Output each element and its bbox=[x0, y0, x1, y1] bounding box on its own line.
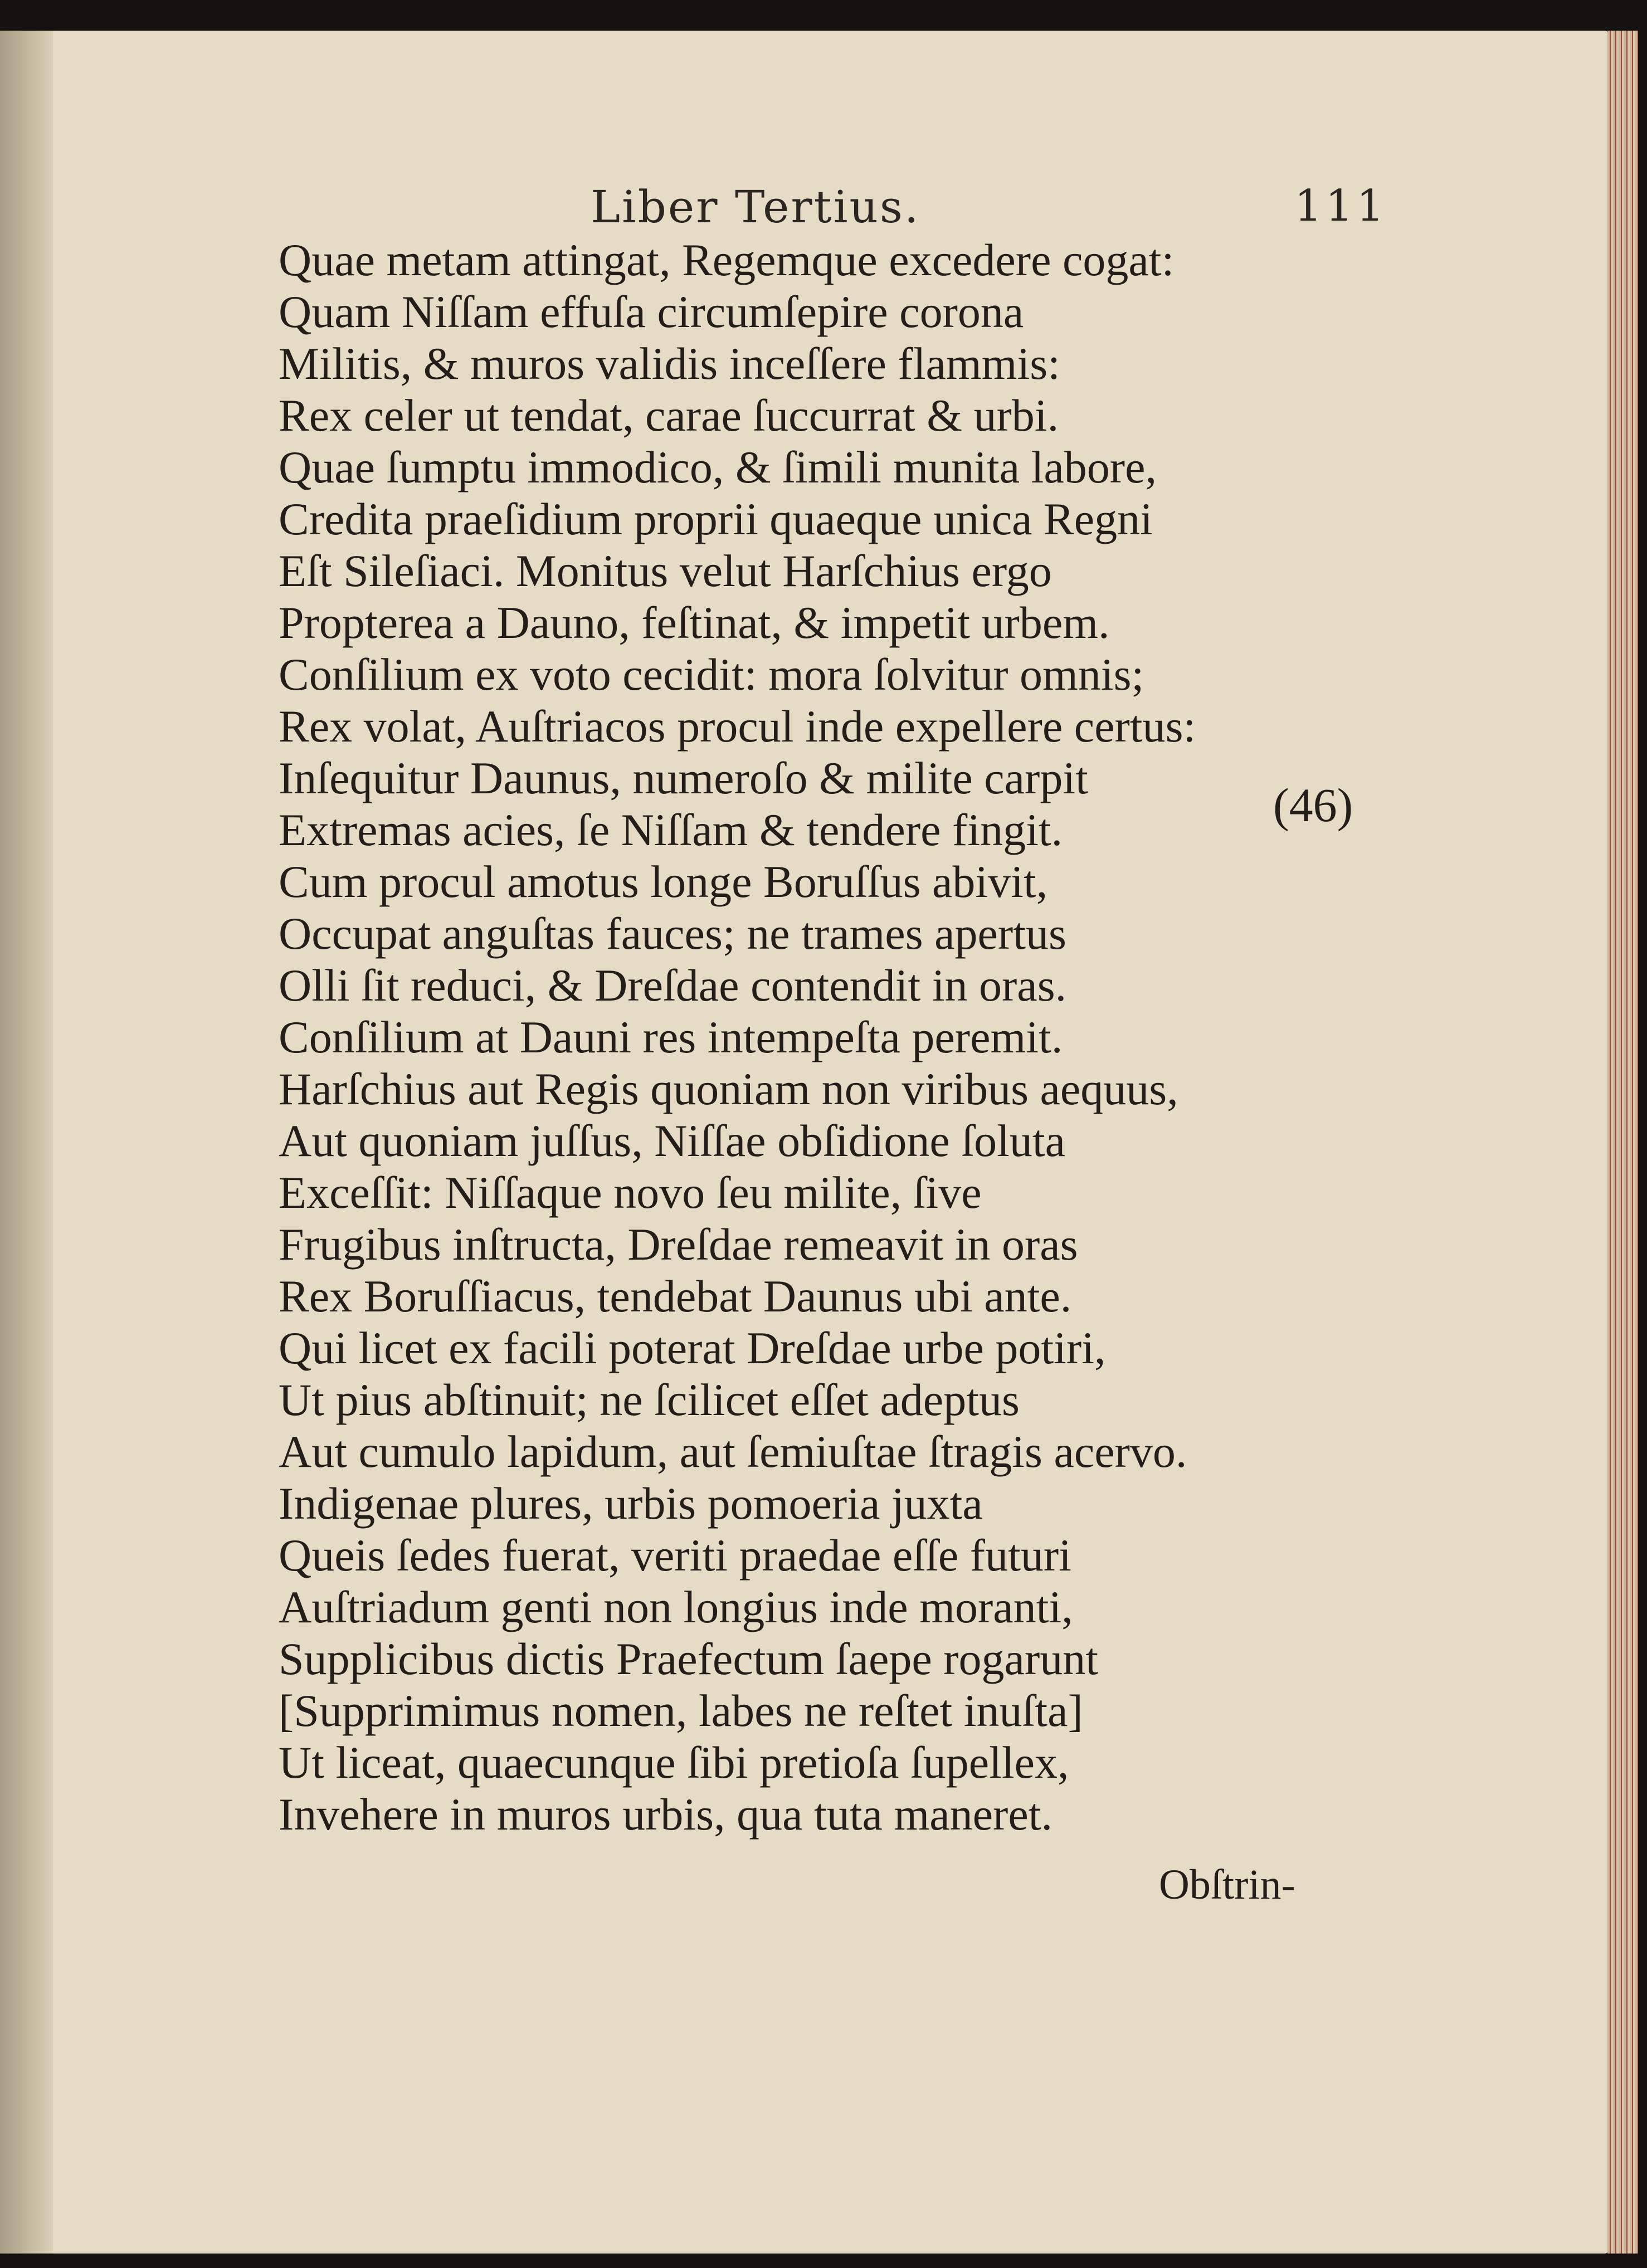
verse-line: Frugibus inſtructa, Dreſdae remeavit in oras bbox=[279, 1219, 1078, 1270]
verse-line: Rex volat, Auſtriacos procul inde expellere certus: bbox=[279, 701, 1196, 752]
catchword: Obſtrin- bbox=[1159, 1861, 1295, 1908]
verse-line: Aut quoniam juſſus, Niſſae obſidione ſoluta bbox=[279, 1115, 1066, 1166]
verse-line: Militis, & muros validis inceſſere flammis: bbox=[279, 338, 1060, 389]
verse-line: Propterea a Dauno, feſtinat, & impetit urbem. bbox=[279, 597, 1110, 648]
verse-line: Conſilium at Dauni res intempeſta peremit. bbox=[279, 1012, 1063, 1062]
verse-line: Quae ſumptu immodico, & ſimili munita labore, bbox=[279, 442, 1157, 492]
verse-line: Cum procul amotus longe Boruſſus abivit, bbox=[279, 856, 1048, 907]
book-gutter bbox=[0, 31, 61, 2254]
verse-line: Rex Boruſſiacus, tendebat Daunus ubi ante. bbox=[279, 1271, 1072, 1321]
verse-text bbox=[279, 234, 1393, 1840]
verse-line: Qui licet ex facili poterat Dreſdae urbe potiri, bbox=[279, 1323, 1106, 1373]
verse-line: Supplicibus dictis Praefectum ſaepe rogarunt bbox=[279, 1633, 1099, 1684]
verse-line: Harſchius aut Regis quoniam non viribus aequus, bbox=[279, 1064, 1178, 1114]
verse-line: Exceſſit: Niſſaque novo ſeu milite, ſive bbox=[279, 1167, 982, 1218]
verse-line: Indigenae plures, urbis pomoeria juxta bbox=[279, 1478, 983, 1529]
page-fore-edge bbox=[1607, 31, 1638, 2254]
verse-line: Eſt Sileſiaci. Monitus velut Harſchius ergo bbox=[279, 545, 1052, 596]
running-title: Liber Tertius. bbox=[591, 181, 920, 233]
verse-line: Invehere in muros urbis, qua tuta maneret. bbox=[279, 1789, 1052, 1840]
verse-line: Extremas acies, ſe Niſſam & tendere fingit. bbox=[279, 804, 1063, 855]
verse-line: Auſtriadum genti non longius inde moranti, bbox=[279, 1582, 1073, 1632]
verse-line: Ut liceat, quaecunque ſibi pretioſa ſupellex, bbox=[279, 1737, 1069, 1788]
verse-line: [Supprimimus nomen, labes ne reſtet inuſta] bbox=[279, 1685, 1083, 1736]
verse-line: Conſilium ex voto cecidit: mora ſolvitur omnis; bbox=[279, 649, 1144, 700]
verse-line: Aut cumulo lapidum, aut ſemiuſtae ſtragis acervo. bbox=[279, 1426, 1187, 1477]
verse-line: Queis ſedes fuerat, veriti praedae eſſe futuri bbox=[279, 1530, 1071, 1581]
verse-line: Ut pius abſtinuit; ne ſcilicet eſſet adeptus bbox=[279, 1374, 1020, 1425]
verse-line: Olli ſit reduci, & Dreſdae contendit in oras. bbox=[279, 960, 1067, 1011]
verse-line: Inſequitur Daunus, numeroſo & milite carpit bbox=[279, 753, 1088, 803]
verse-line: Credita praeſidium proprii quaeque unica Regni bbox=[279, 494, 1153, 544]
page-number: 111 bbox=[1294, 181, 1387, 231]
margin-note: (46) bbox=[1273, 778, 1353, 832]
verse-line: Occupat anguſtas fauces; ne trames apertus bbox=[279, 908, 1066, 959]
verse-line: Quam Niſſam effuſa circumſepire corona bbox=[279, 286, 1024, 337]
verse-line: Rex celer ut tendat, carae ſuccurrat & urbi. bbox=[279, 390, 1059, 441]
verse-line: Quae metam attingat, Regemque excedere cogat: bbox=[279, 235, 1175, 285]
